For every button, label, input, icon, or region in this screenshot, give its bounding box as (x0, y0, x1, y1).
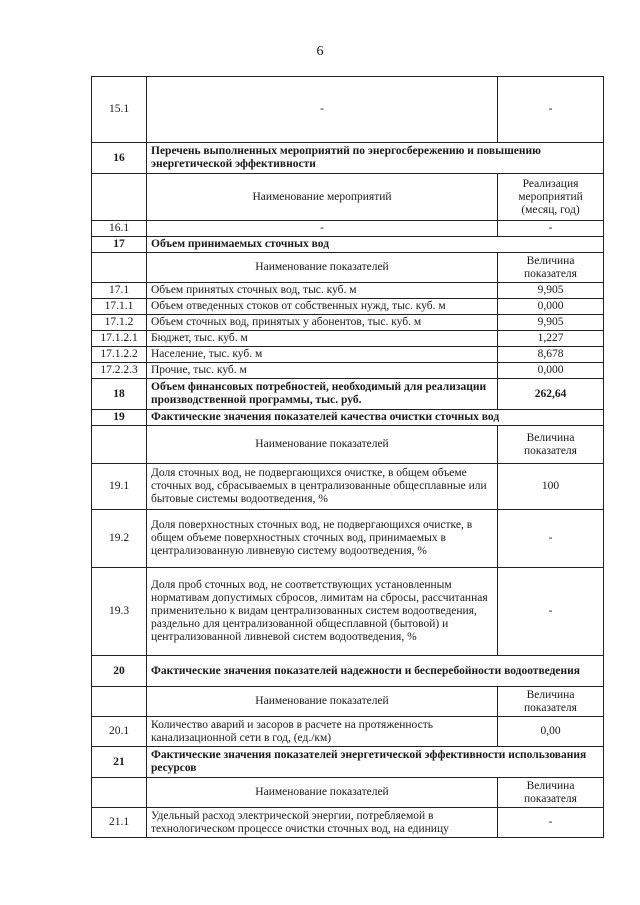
section-row (92, 143, 604, 174)
column-header-value: Реализация мероприятий (месяц, год) (498, 174, 604, 221)
section-row (92, 379, 604, 410)
row-name: Удельный расход электрической энергии, потребляемой в технологическом процессе очистки сточных вод, на единицу (147, 808, 498, 838)
row-name: Объем принятых сточных вод, тыс. куб. м (147, 283, 498, 299)
row-name: Объем сточных вод, принятых у абонентов, тыс. куб. м (147, 315, 498, 331)
row-value: 9,905 (498, 315, 604, 331)
table-row (92, 283, 604, 299)
column-header-name: Наименование показателей (147, 687, 498, 717)
header-row (92, 687, 604, 717)
column-header-name: Наименование показателей (147, 778, 498, 808)
empty-cell (92, 174, 147, 221)
column-header-value: Величина показателя (498, 426, 604, 464)
table-row (92, 77, 604, 143)
table-row (92, 717, 604, 747)
row-value: 0,00 (498, 717, 604, 747)
row-number: 19.2 (92, 510, 147, 568)
row-number: 19.3 (92, 568, 147, 656)
section-number: 19 (92, 410, 147, 426)
table-row (92, 510, 604, 568)
section-number: 21 (92, 747, 147, 778)
row-value: - (498, 808, 604, 838)
column-header-name: Наименование показателей (147, 426, 498, 464)
section-title: Объем финансовых потребностей, необходимый для реализации производственной программы, тыс. руб. (147, 379, 498, 410)
row-value: 0,000 (498, 299, 604, 315)
empty-cell (92, 687, 147, 717)
table-row (92, 363, 604, 379)
section-title: Фактические значения показателей энергетической эффективности использования ресурсов (147, 747, 604, 778)
table-row (92, 221, 604, 237)
row-number: 17.1.1 (92, 299, 147, 315)
section-number: 20 (92, 656, 147, 687)
row-number: 20.1 (92, 717, 147, 747)
column-header-name: Наименование показателей (147, 253, 498, 283)
table-row (92, 315, 604, 331)
section-row (92, 410, 604, 426)
row-name: Количество аварий и засоров в расчете на протяженность канализационной сети в год, (ед./км) (147, 717, 498, 747)
row-number: 19.1 (92, 464, 147, 510)
header-row (92, 426, 604, 464)
section-number: 16 (92, 143, 147, 174)
row-name: - (147, 77, 498, 143)
row-value: - (498, 568, 604, 656)
row-number: 16.1 (92, 221, 147, 237)
row-value: - (498, 510, 604, 568)
row-name: Доля проб сточных вод, не соответствующих установленным нормативам допустимых сбросов, лимитам на сбросы, рассчитанная применительно к видам централизованных систем водоотведения, раздельно для централизованной общесплавной (бытовой) и централизованной ливневой систем водоотведения, % (147, 568, 498, 656)
table-row (92, 347, 604, 363)
row-name: Доля поверхностных сточных вод, не подвергающихся очистке, в общем объеме поверхностных сточных вод, принимаемых в централизованную ливневую систему водоотведения, % (147, 510, 498, 568)
row-value: 1,227 (498, 331, 604, 347)
page-number: 6 (316, 44, 324, 59)
empty-cell (92, 426, 147, 464)
section-title: Объем принимаемых сточных вод (147, 237, 604, 253)
table-row (92, 808, 604, 838)
table-row (92, 568, 604, 656)
row-value: 262,64 (498, 379, 604, 410)
row-name: Доля сточных вод, не подвергающихся очистке, в общем объеме сточных вод, сбрасываемых в централизованные общесплавные или бытовые системы водоотведения, % (147, 464, 498, 510)
row-value: 8,678 (498, 347, 604, 363)
row-value: 100 (498, 464, 604, 510)
row-number: 15.1 (92, 77, 147, 143)
empty-cell (92, 778, 147, 808)
column-header-value: Величина показателя (498, 687, 604, 717)
row-value: 0,000 (498, 363, 604, 379)
row-value: - (498, 77, 604, 143)
header-row (92, 253, 604, 283)
data-table (91, 76, 604, 838)
table-row (92, 331, 604, 347)
section-row (92, 237, 604, 253)
row-number: 17.1 (92, 283, 147, 299)
row-name: Бюджет, тыс. куб. м (147, 331, 498, 347)
table-row (92, 464, 604, 510)
section-row (92, 656, 604, 687)
row-number: 17.1.2 (92, 315, 147, 331)
row-value: - (498, 221, 604, 237)
row-name: Объем отведенных стоков от собственных нужд, тыс. куб. м (147, 299, 498, 315)
section-title: Перечень выполненных мероприятий по энергосбережению и повышению энергетической эффективности (147, 143, 604, 174)
section-number: 18 (92, 379, 147, 410)
row-number: 17.1.2.1 (92, 331, 147, 347)
row-name: Население, тыс. куб. м (147, 347, 498, 363)
header-row (92, 174, 604, 221)
column-header-value: Величина показателя (498, 253, 604, 283)
column-header-value: Величина показателя (498, 778, 604, 808)
section-title: Фактические значения показателей надежности и бесперебойности водоотведения (147, 656, 604, 687)
column-header-name: Наименование мероприятий (147, 174, 498, 221)
section-number: 17 (92, 237, 147, 253)
row-name: Прочие, тыс. куб. м (147, 363, 498, 379)
section-row (92, 747, 604, 778)
row-value: 9,905 (498, 283, 604, 299)
row-number: 17.2.2.3 (92, 363, 147, 379)
header-row (92, 778, 604, 808)
row-number: 21.1 (92, 808, 147, 838)
row-number: 17.1.2.2 (92, 347, 147, 363)
table-row (92, 299, 604, 315)
row-name: - (147, 221, 498, 237)
section-title: Фактические значения показателей качества очистки сточных вод (147, 410, 604, 426)
empty-cell (92, 253, 147, 283)
